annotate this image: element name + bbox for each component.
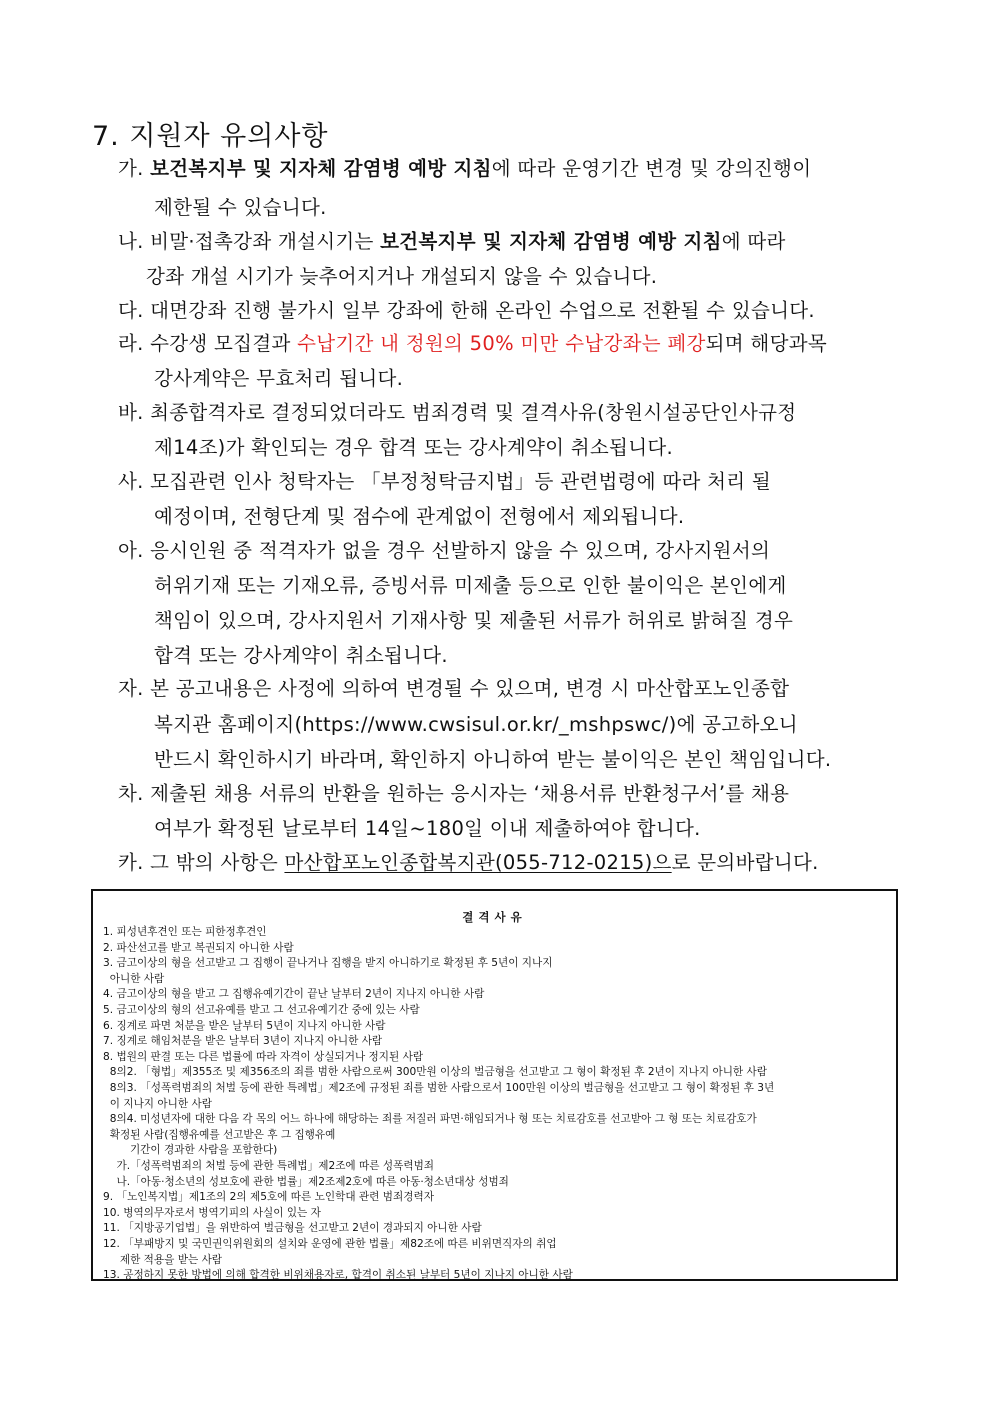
highlight-text: 수납기간 내 정원의 50% 미만 수납강좌는 폐강 (297, 332, 706, 355)
notice-line (154, 639, 448, 673)
disqualification-item: 확정된 사람(집행유예를 선고받은 후 그 집행유예 (103, 1128, 336, 1141)
disqualification-item: 3. 금고이상의 형을 선고받고 그 집행이 끝나거나 집행을 받지 아니하기로 확정된 후 5년이 지나지 (103, 957, 553, 970)
disqualification-item: 10. 병역의무자로서 병역기피의 사실이 있는 자 (103, 1206, 321, 1219)
contact-text: 마산합포노인종합복지관(055-712-0215)으 (284, 851, 672, 874)
notice-text: 카. 그 밖의 사항은 (118, 851, 285, 874)
notice-text: 복지관 홈페이지(https://www.cwsisul.or.kr/_mshpswc/)에 공고하오니 (154, 713, 798, 736)
notice-text: 나. 비말·접촉강좌 개설시기는 (118, 230, 381, 253)
notice-text: 책임이 있으며, 강사지원서 기재사항 및 제출된 서류가 허위로 밝혀질 경우 (154, 609, 794, 632)
disqualification-item: 13. 공정하지 못한 방법에 의해 합격한 비위채용자로, 합격이 취소된 날부터 5년이 지나지 아니한 사람 (103, 1269, 573, 1282)
disqualification-item: 2. 파산선고를 받고 복권되지 아니한 사람 (103, 941, 294, 954)
notice-line (154, 743, 831, 777)
notice-text: 제한될 수 있습니다. (154, 196, 327, 219)
disqualification-item: 6. 징계로 파면 처분을 받은 날부터 5년이 지나지 아니한 사람 (103, 1019, 386, 1032)
notice-text: 차. 제출된 채용 서류의 반환을 원하는 응시자는 ‘채용서류 반환청구서’를 채용 (118, 782, 790, 805)
notice-text: 강사계약은 무효처리 됩니다. (154, 367, 404, 390)
notice-line (154, 191, 327, 225)
notice-line (118, 152, 811, 186)
notice-text: 로 문의바랍니다. (671, 851, 819, 874)
notice-text: 다. 대면강좌 진행 불가시 일부 강좌에 한해 온라인 수업으로 전환될 수 있습니다. (118, 299, 815, 322)
notice-text: 되며 해당과목 (705, 332, 827, 355)
disqualification-item: 11. 「지방공기업법」을 위반하여 벌금형을 선고받고 2년이 경과되지 아니한 사람 (103, 1222, 482, 1235)
notice-line (118, 465, 771, 499)
notice-line (118, 846, 819, 880)
notice-text: 바. 최종합격자로 결정되었더라도 범죄경력 및 결격사유(창원시설공단인사규정 (118, 401, 797, 424)
disqualification-item: 12. 「부패방지 및 국민권익위원회의 설치와 운영에 관한 법률」제82조에 따른 비위면직자의 취업 (103, 1238, 557, 1250)
notice-line (118, 672, 789, 706)
disqualification-item: 1. 피성년후견인 또는 피한정후견인 (103, 926, 267, 938)
notice-line (154, 569, 787, 603)
notice-line (154, 500, 684, 534)
disqualification-item: 8의3. 「성폭력범죄의 처벌 등에 관한 특례법」제2조에 규정된 죄를 범한 사람으로서 100만원 이상의 벌금형을 선고받고 그 형이 확정된 후 3년 (103, 1082, 775, 1094)
notice-text: 여부가 확정된 날로부터 14일~180일 이내 제출하여야 합니다. (154, 817, 701, 840)
disqualification-item: 9. 「노인복지법」제1조의 2의 제5호에 따른 노인학대 관련 범죄경력자 (103, 1191, 434, 1204)
notice-text: 제14조)가 확인되는 경우 합격 또는 강사계약이 취소됩니다. (154, 436, 673, 459)
disqualification-box (91, 889, 898, 1281)
disqualification-item: 5. 금고이상의 형의 선고유예를 받고 그 선고유예기간 중에 있는 사람 (103, 1004, 420, 1016)
disqualification-item: 기간이 경과한 사람을 포함한다) (103, 1144, 278, 1157)
disqualification-item: 8의4. 미성년자에 대한 다음 각 목의 어느 하나에 해당하는 죄를 저질러 파면·해임되거나 형 또는 치료감호를 선고받아 그 형 또는 치료감호가 (103, 1113, 757, 1126)
disqualification-item: 이 지나지 아니한 사람 (103, 1097, 212, 1110)
notice-text: 가. (118, 157, 151, 180)
bold-text: 보건복지부 및 지자체 감염병 예방 지침 (150, 157, 492, 180)
notice-line (118, 294, 815, 328)
disqualification-item: 4. 금고이상의 형을 받고 그 집행유예기간이 끝난 날부터 2년이 지나지 아니한 사람 (103, 988, 485, 1001)
notice-text: 라. 수강생 모집결과 (118, 332, 298, 355)
box-title: 결격사유 (462, 910, 527, 924)
disqualification-item: 제한 적용을 받는 사람 (103, 1253, 223, 1266)
notice-line (154, 431, 673, 465)
notice-line (118, 534, 770, 568)
notice-line (118, 777, 789, 811)
notice-text: 사. 모집관련 인사 청탁자는 「부정청탁금지법」등 관련법령에 따라 처리 될 (118, 470, 772, 493)
section-heading: 7. 지원자 유의사항 (92, 121, 329, 152)
notice-text: 반드시 확인하시기 바라며, 확인하지 아니하여 받는 불이익은 본인 책임입니다. (154, 748, 832, 771)
notice-text: 에 따라 운영기간 변경 및 강의진행이 (491, 157, 812, 180)
notice-line (154, 708, 798, 742)
notice-line (154, 812, 701, 846)
disqualification-item: 8. 법원의 판결 또는 다른 법률에 따라 자격이 상실되거나 정지된 사람 (103, 1050, 424, 1063)
notice-line (118, 327, 827, 361)
notice-text: 자. 본 공고내용은 사정에 의하여 변경될 수 있으며, 변경 시 마산합포노인종합 (118, 677, 790, 700)
notice-line (154, 604, 793, 638)
notice-text: 에 따라 (721, 230, 786, 253)
notice-text: 예정이며, 전형단계 및 점수에 관계없이 전형에서 제외됩니다. (154, 505, 685, 528)
notice-text: 강좌 개설 시기가 늦추어지거나 개설되지 않을 수 있습니다. (146, 265, 658, 288)
disqualification-item: 나.「아동·청소년의 성보호에 관한 법률」제2조제2호에 따른 아동·청소년대상 성범죄 (103, 1175, 509, 1188)
notice-line (118, 396, 796, 430)
disqualification-item: 가.「성폭력범죄의 처벌 등에 관한 특례법」제2조에 따른 성폭력범죄 (103, 1160, 435, 1172)
disqualification-item: 8의2. 「형법」제355조 및 제356조의 죄를 범한 사람으로써 300만원 이상의 벌금형을 선고받고 그 형이 확정된 후 2년이 지나지 아니한 사람 (103, 1066, 767, 1079)
disqualification-item: 7. 징계로 해임처분을 받은 날부터 3년이 지나지 아니한 사람 (103, 1035, 383, 1048)
notice-line (146, 260, 657, 294)
notice-text: 허위기재 또는 기재오류, 증빙서류 미제출 등으로 인한 불이익은 본인에게 (154, 574, 787, 597)
notice-text: 합격 또는 강사계약이 취소됩니다. (154, 644, 448, 667)
disqualification-item: 아니한 사람 (103, 972, 165, 985)
notice-line (154, 362, 403, 396)
notice-line (118, 225, 786, 259)
bold-text: 보건복지부 및 지자체 감염병 예방 지침 (380, 230, 722, 253)
notice-text: 아. 응시인원 중 적격자가 없을 경우 선발하지 않을 수 있으며, 강사지원서의 (118, 539, 771, 562)
